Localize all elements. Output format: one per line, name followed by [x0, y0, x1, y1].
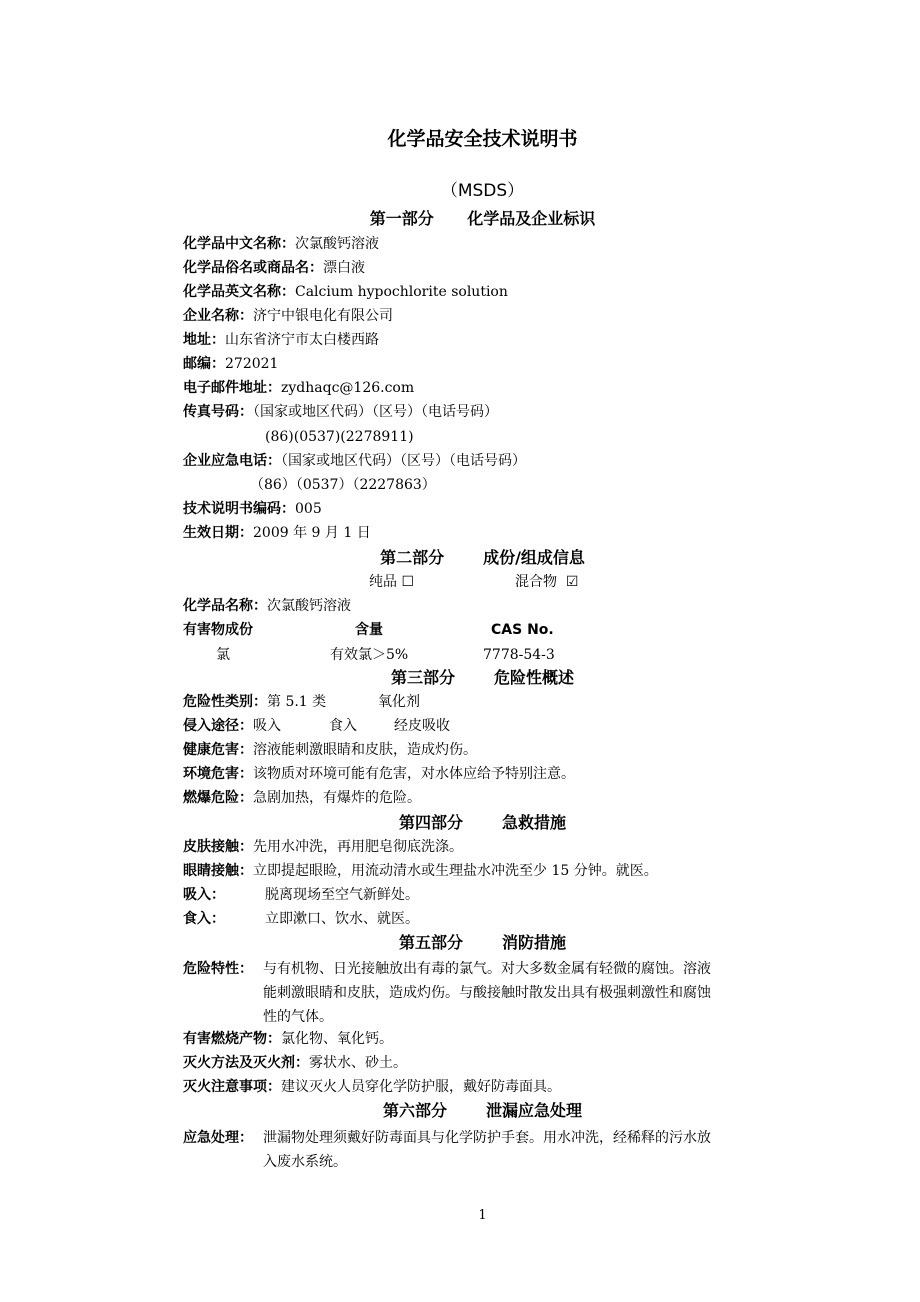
- skin-value: 先用水冲洗，再用肥皂彻底洗涤。: [253, 839, 463, 855]
- email-value: zydhaqc@126.com: [281, 380, 415, 396]
- address-row: [183, 330, 379, 350]
- combustion-value: 氯化物、氧化钙。: [281, 1031, 393, 1047]
- route-skin: 经皮吸收: [394, 718, 450, 734]
- route-ingestion: 食入: [329, 718, 357, 734]
- cn-name-value: 次氯酸钙溶液: [295, 236, 379, 252]
- env-row: [183, 764, 575, 784]
- address-value: 山东省济宁市太白楼西路: [225, 332, 379, 348]
- notice-label: 灭火注意事项：: [183, 1079, 281, 1095]
- health-value: 溶液能刺激眼睛和皮肤，造成灼伤。: [253, 742, 477, 758]
- chem-name-value: 次氯酸钙溶液: [267, 598, 351, 614]
- date-value: 2009 年 9 月 1 日: [253, 525, 371, 541]
- content-cell: 有效氯＞5%: [330, 647, 409, 663]
- notice-row: [183, 1077, 561, 1097]
- address-label: 地址：: [183, 332, 225, 348]
- route-inhalation: 吸入: [253, 718, 281, 734]
- trade-name-value: 漂白液: [323, 260, 365, 276]
- col-cas-header: CAS No.: [491, 622, 554, 638]
- combustion-row: [183, 1029, 393, 1049]
- hazard-props-line-2: 能刺激眼睛和皮肤，造成灼伤。与酸接触时散发出具有极强刺激性和腐蚀: [263, 985, 711, 1001]
- pure-option: [369, 572, 414, 592]
- route-row: [183, 716, 281, 736]
- extinguish-value: 雾状水、砂土。: [309, 1055, 407, 1071]
- fire-value: 急剧加热，有爆炸的危险。: [253, 790, 421, 806]
- env-label: 环境危害：: [183, 766, 253, 782]
- response-label: 应急处理：: [183, 1130, 253, 1146]
- combustion-label: 有害燃烧产物：: [183, 1031, 281, 1047]
- hazard-props-line-3: 性的气体。: [263, 1009, 333, 1025]
- date-label: 生效日期：: [183, 525, 253, 541]
- fax-label: 传真号码：: [183, 404, 253, 420]
- trade-name-row: [183, 258, 365, 278]
- fax-number: (86)(0537)(2278911): [265, 429, 414, 445]
- notice-value: 建议灭火人员穿化学防护服，戴好防毒面具。: [281, 1079, 561, 1095]
- fax-row: [183, 402, 498, 422]
- en-name-label: 化学品英文名称：: [183, 284, 295, 300]
- cas-cell: 7778-54-3: [483, 647, 555, 663]
- skin-row: [183, 837, 463, 857]
- date-row: [183, 523, 371, 543]
- fire-row: [183, 788, 421, 808]
- ingest-label: 食入：: [183, 911, 225, 927]
- hazard-class-label: 危险性类别：: [183, 694, 267, 710]
- section-3-heading: 第三部分 危险性概述: [391, 668, 574, 687]
- postcode-label: 邮编：: [183, 356, 225, 372]
- pure-checkbox: ☐: [401, 574, 415, 590]
- fax-format: （国家或地区代码）（区号）（电话号码）: [253, 404, 498, 420]
- section-2-heading: 第二部分 成份/组成信息: [380, 548, 585, 567]
- emergency-number: （86）（0537）（2227863）: [250, 477, 436, 493]
- company-value: 济宁中银电化有限公司: [253, 308, 393, 324]
- section-1-heading: 第一部分 化学品及企业标识: [369, 209, 596, 228]
- env-value: 该物质对环境可能有危害，对水体应给予特别注意。: [253, 766, 575, 782]
- response-line-1: 泄漏物处理须戴好防毒面具与化学防护手套。用水冲洗，经稀释的污水放: [263, 1130, 711, 1146]
- eye-label: 眼睛接触：: [183, 863, 253, 879]
- postcode-row: [183, 354, 278, 374]
- eye-row: [183, 861, 658, 881]
- col-content-header: 含量: [355, 622, 383, 638]
- hazard-class-type: 氧化剂: [378, 694, 420, 710]
- hazard-class-value: 第 5.1 类: [267, 694, 327, 710]
- emergency-label: 企业应急电话：: [183, 453, 281, 469]
- en-name-value: Calcium hypochlorite solution: [295, 284, 508, 300]
- pure-label: 纯品: [369, 574, 397, 590]
- mixture-option: [515, 572, 578, 592]
- page-number: 1: [478, 1208, 487, 1223]
- route-label: 侵入途径：: [183, 718, 253, 734]
- inhale-value: 脱离现场至空气新鲜处。: [265, 887, 419, 903]
- section-4-heading: 第四部分 急救措施: [399, 813, 566, 832]
- extinguish-row: [183, 1053, 407, 1073]
- extinguish-label: 灭火方法及灭火剂：: [183, 1055, 309, 1071]
- email-row: [183, 378, 414, 398]
- section-5-heading: 第五部分 消防措施: [399, 933, 566, 952]
- emergency-format: （国家或地区代码）（区号）（电话号码）: [281, 453, 526, 469]
- company-label: 企业名称：: [183, 308, 253, 324]
- skin-label: 皮肤接触：: [183, 839, 253, 855]
- fire-label: 燃爆危险：: [183, 790, 253, 806]
- mixture-label: 混合物: [515, 574, 557, 590]
- email-label: 电子邮件地址：: [183, 380, 281, 396]
- cn-name-row: [183, 234, 379, 254]
- code-value: 005: [295, 501, 322, 517]
- code-row: [183, 499, 322, 519]
- trade-name-label: 化学品俗名或商品名：: [183, 260, 323, 276]
- chem-name-row: [183, 596, 351, 616]
- code-label: 技术说明书编码：: [183, 501, 295, 517]
- component-cell: 氯: [216, 647, 230, 663]
- health-label: 健康危害：: [183, 742, 253, 758]
- document-title: 化学品安全技术说明书: [387, 128, 578, 150]
- en-name-row: [183, 282, 508, 302]
- emergency-row: [183, 451, 526, 471]
- mixture-checkbox: ☑: [565, 574, 579, 590]
- response-line-2: 入废水系统。: [263, 1154, 347, 1170]
- document-subtitle: （MSDS）: [440, 181, 525, 201]
- col-component-header: 有害物成份: [183, 622, 253, 638]
- health-row: [183, 740, 477, 760]
- hazard-props-label: 危险特性：: [183, 961, 253, 977]
- company-row: [183, 306, 393, 326]
- postcode-value: 272021: [225, 356, 279, 372]
- ingest-value: 立即漱口、饮水、就医。: [265, 911, 419, 927]
- inhale-label: 吸入：: [183, 887, 225, 903]
- hazard-class-row: [183, 692, 326, 712]
- chem-name-label: 化学品名称：: [183, 598, 267, 614]
- cn-name-label: 化学品中文名称：: [183, 236, 295, 252]
- eye-value: 立即提起眼睑，用流动清水或生理盐水冲洗至少 15 分钟。就医。: [253, 863, 658, 879]
- hazard-props-line-1: 与有机物、日光接触放出有毒的氯气。对大多数金属有轻微的腐蚀。溶液: [263, 961, 711, 977]
- section-6-heading: 第六部分 泄漏应急处理: [383, 1101, 582, 1120]
